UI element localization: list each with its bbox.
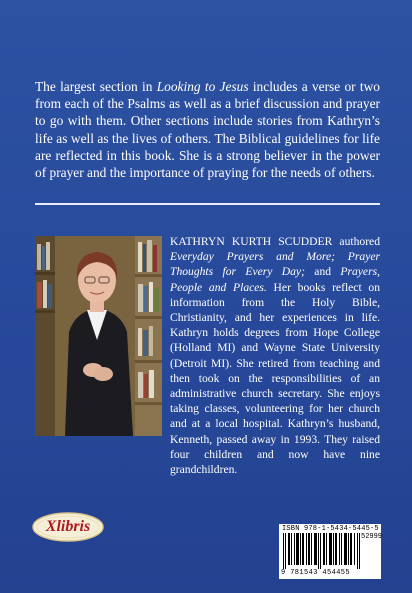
- bio-body: Her books reflect on information from the Holy Bible, Christianity, and her experiences in life. Kathryn holds degrees from Hope College (Holland MI) and Wayne State University (Detroit MI). She retired from teaching and then took on the responsibilities of an administrative church secretary. She enjoys taking classes, volunteering for her church and at a local hospital. Kathryn’s husband, Kenneth, passed away in 1993. They raised four children and now have nine grandchildren.: [170, 280, 380, 477]
- publisher-logo: [32, 512, 104, 542]
- intro-paragraph: [35, 78, 380, 181]
- author-bio: [170, 234, 380, 477]
- intro-text-start: The largest section in: [35, 79, 157, 94]
- price-code: 52999: [361, 533, 383, 541]
- isbn-number: ISBN 978-1-5434-5445-5: [282, 525, 379, 533]
- barcode-digits: 9 781543 454455: [281, 569, 351, 577]
- barcode-bars: [283, 533, 361, 569]
- bio-authored: authored: [332, 235, 380, 248]
- author-photo-illustration: [35, 236, 162, 436]
- author-name: KATHRYN KURTH SCUDDER: [170, 235, 333, 248]
- intro-book-title: Looking to Jesus: [156, 79, 249, 94]
- isbn-barcode: [279, 524, 381, 579]
- intro-text-rest: includes a verse or two from each of the Psalms as well as a brief discussion and prayer to go with them. Other sections include stories from Kathryn’s life as well as the lives of others. The Biblical guidelines for life are reflected in this book. She is a strong believer in the power of prayer and the importance of praying for the needs of others.: [35, 79, 380, 181]
- bio-book-title-last: Prayers, People and Places.: [170, 265, 380, 294]
- bio-book-titles: Everyday Prayers and More; Prayer Thoughts for Every Day;: [170, 250, 380, 279]
- author-photo: [35, 236, 162, 436]
- section-divider: [35, 203, 380, 205]
- publisher-logo-text: Xlibris: [45, 518, 91, 535]
- bio-and: and: [304, 265, 341, 279]
